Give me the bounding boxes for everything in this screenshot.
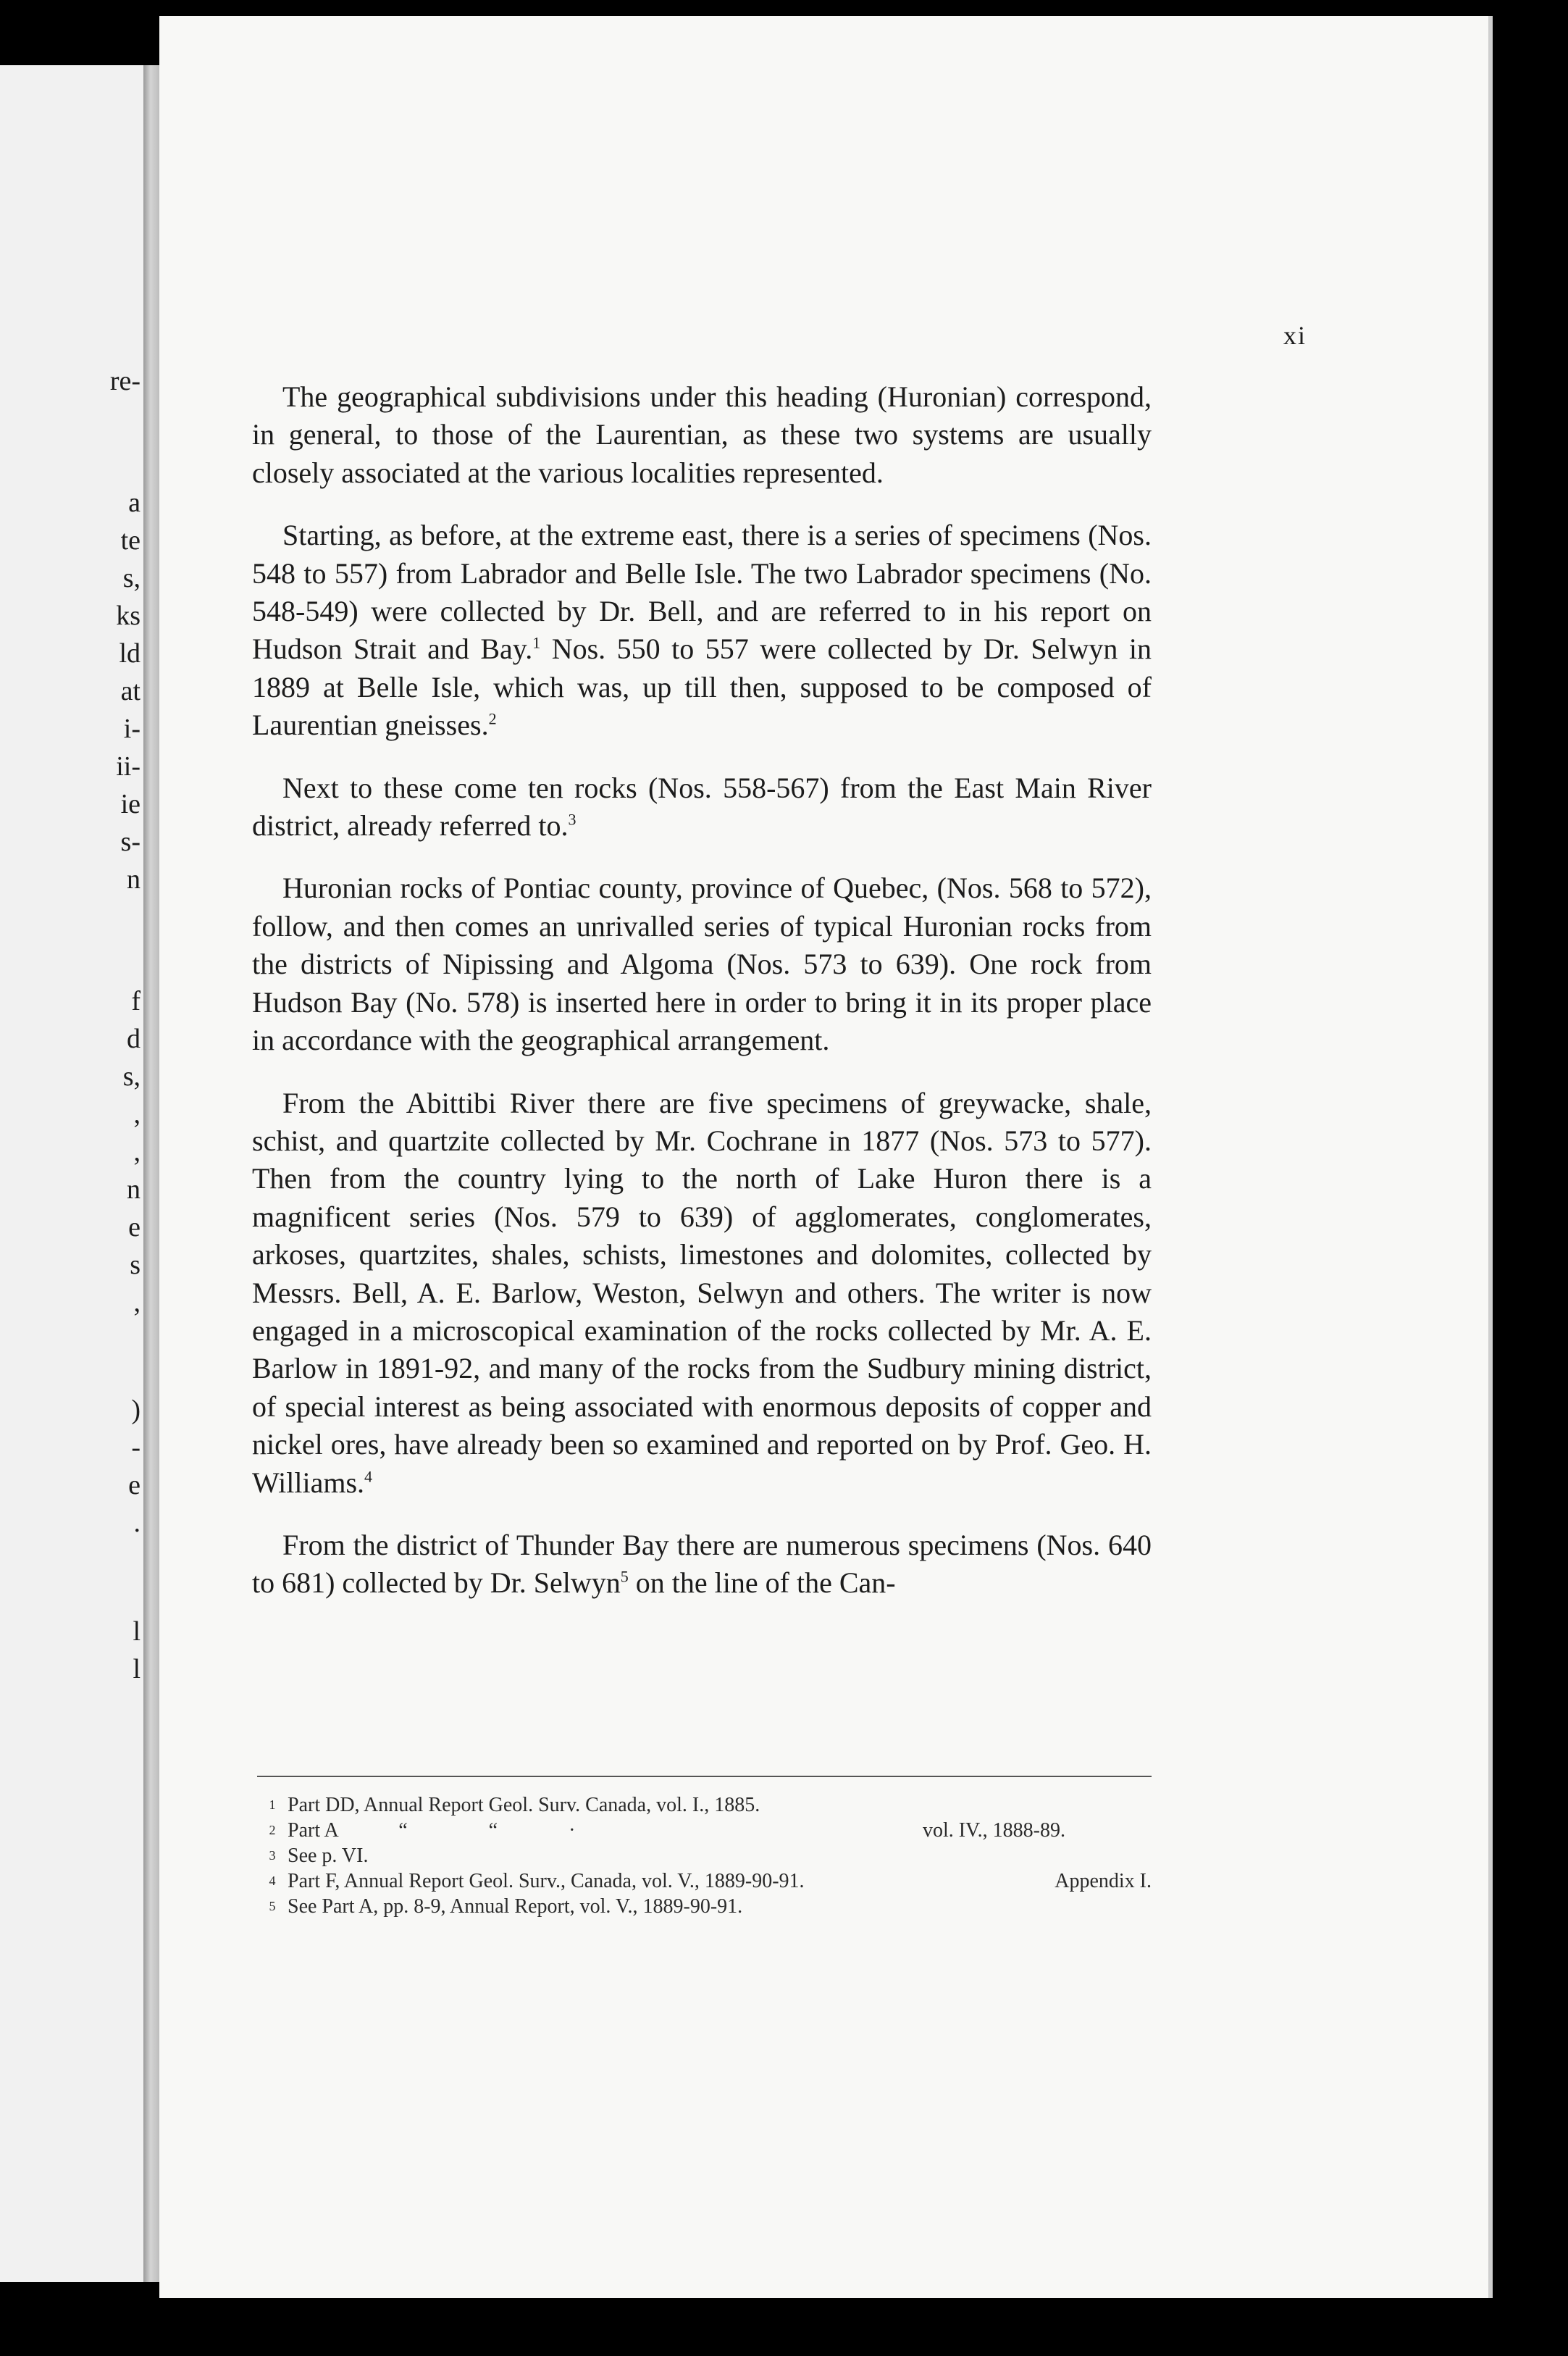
- facing-page-text-fragment: ,: [133, 1099, 141, 1129]
- footnote-ref: 3: [568, 810, 577, 829]
- paragraph: The geographical subdivisions under this heading (Huronian) correspond, in general, to those of the Laurentian, as these two systems are usually closely associated at the various localities represented.: [252, 380, 1152, 489]
- facing-page-text-fragment: ie: [120, 789, 141, 819]
- facing-page-text-fragment: n: [127, 1174, 141, 1205]
- facing-page-text-fragment: s,: [122, 1061, 141, 1092]
- footnote: 5 See Part A, pp. 8-9, Annual Report, vol. V., 1889-90-91.: [257, 1894, 1152, 1919]
- facing-page-text-fragment: d: [127, 1024, 141, 1054]
- footnote-ref: 2: [488, 709, 497, 728]
- facing-page-text-fragment: f: [131, 986, 141, 1016]
- paragraph: From the Abittibi River there are five specimens of greywacke, shale, schist, and quartzite collected by Mr. Cochrane in 1877 (Nos. 573 to 577). Then from the country lying to the north of Lake Huron there is a magnificent series (Nos. 579 to 639) of agglomerates, conglomerates, arkoses, quartzites, shales, schists, limestones and dolomites, collected by Messrs. Bell, A. E. Barlow, Weston, Selwyn and others. The writer is now engaged in a microscopical examination of the rocks collected by Mr. A. E. Barlow in 1891-92, and many of the rocks from the Sudbury mining district, of special interest as being associated with enormous deposits of copper and nickel ores, have already been so examined and reported on by Prof. Geo. H. Williams.$^4$: [252, 1086, 1152, 1499]
- facing-page-text-fragment: a: [128, 488, 141, 518]
- footnote: 1 Part DD, Annual Report Geol. Surv. Canada, vol. I., 1885.: [257, 1792, 1152, 1818]
- facing-page-text-fragment: -: [131, 1432, 141, 1463]
- facing-page-text-fragment: e: [128, 1212, 141, 1242]
- footnote-ref: 1: [532, 634, 541, 653]
- facing-page-text-fragment: ,: [133, 1287, 141, 1318]
- footnote-mark: 3: [269, 1848, 276, 1863]
- footnote-divider: [257, 1776, 1152, 1777]
- footnote-ref: 5: [620, 1568, 629, 1587]
- footnote-mark: 4: [269, 1873, 276, 1888]
- paragraph: Huronian rocks of Pontiac county, province of Quebec, (Nos. 568 to 572), follow, and then comes an unrivalled series of typical Huronian rocks from the districts of Nipissing and Algoma (Nos. 573 to 639). One rock from Hudson Bay (No. 578) is inserted here in order to bring it in its proper place in accordance with the geographical arrangement.: [252, 872, 1152, 1057]
- paragraph: Starting, as before, at the extreme east, there is a series of specimens (Nos. 548 to 557) from Labrador and Belle Isle. The two Labrador specimens (No. 548-549) were collected by Dr. Bell, and are referred to in his report on Hudson Strait and Bay.$^1$ Nos. 550 to 557 were collected by Dr. Selwyn in 1889 at Belle Isle, which was, up till then, supposed to be composed of Laurentian gneisses.$^2$: [252, 519, 1152, 742]
- facing-page-text-fragment: re-: [109, 366, 141, 396]
- facing-page-text-fragment: s,: [122, 563, 141, 593]
- footnote-mark: 5: [269, 1899, 276, 1913]
- facing-page-text-fragment: ,: [133, 1137, 141, 1167]
- footnote-mark: 2: [269, 1823, 276, 1837]
- facing-page-text-fragment: s-: [120, 827, 141, 857]
- facing-page-text-fragment: l: [133, 1616, 141, 1647]
- body-text: [252, 378, 1152, 1627]
- footnote-mark: 1: [269, 1797, 276, 1812]
- facing-page-text-fragment: i-: [123, 714, 141, 744]
- facing-page-text-fragment: l: [133, 1654, 141, 1684]
- facing-page-edge: [0, 65, 143, 2282]
- footnote: 2 Part A “ “ · vol. IV., 1888-89.: [257, 1818, 1152, 1843]
- page-edge-shadow: [1488, 16, 1493, 2298]
- facing-page-text-fragment: ks: [116, 601, 141, 631]
- facing-page-text-fragment: n: [127, 864, 141, 895]
- paragraph: Next to these come ten rocks (Nos. 558-567) from the East Main River district, already referred to.$^3$: [252, 771, 1152, 843]
- footnote: 4 Part F, Annual Report Geol. Surv., Canada, vol. V., 1889-90-91. Appendix I.: [257, 1868, 1152, 1894]
- facing-page-text-fragment: .: [133, 1508, 141, 1538]
- facing-page-text-fragment: ii-: [116, 751, 141, 782]
- facing-page-text-fragment: te: [120, 525, 141, 556]
- page-number: xi: [1283, 321, 1307, 350]
- facing-page-text-fragment: s: [130, 1250, 141, 1280]
- facing-page-text-fragment: e: [128, 1470, 141, 1500]
- paragraph: From the district of Thunder Bay there are numerous specimens (Nos. 640 to 681) collected by Dr. Selwyn$^5$ on the line of the Can-: [252, 1528, 1152, 1600]
- footnotes: [257, 1792, 1152, 1919]
- footnote: 3 See p. VI.: [257, 1843, 1152, 1868]
- facing-page-text-fragment: ld: [119, 638, 141, 669]
- footnote-ref: 4: [364, 1467, 373, 1486]
- facing-page-text-fragment: at: [120, 676, 141, 706]
- document-page: [159, 16, 1488, 2298]
- book-gutter: [143, 65, 159, 2282]
- facing-page-text-fragment: ): [131, 1395, 141, 1425]
